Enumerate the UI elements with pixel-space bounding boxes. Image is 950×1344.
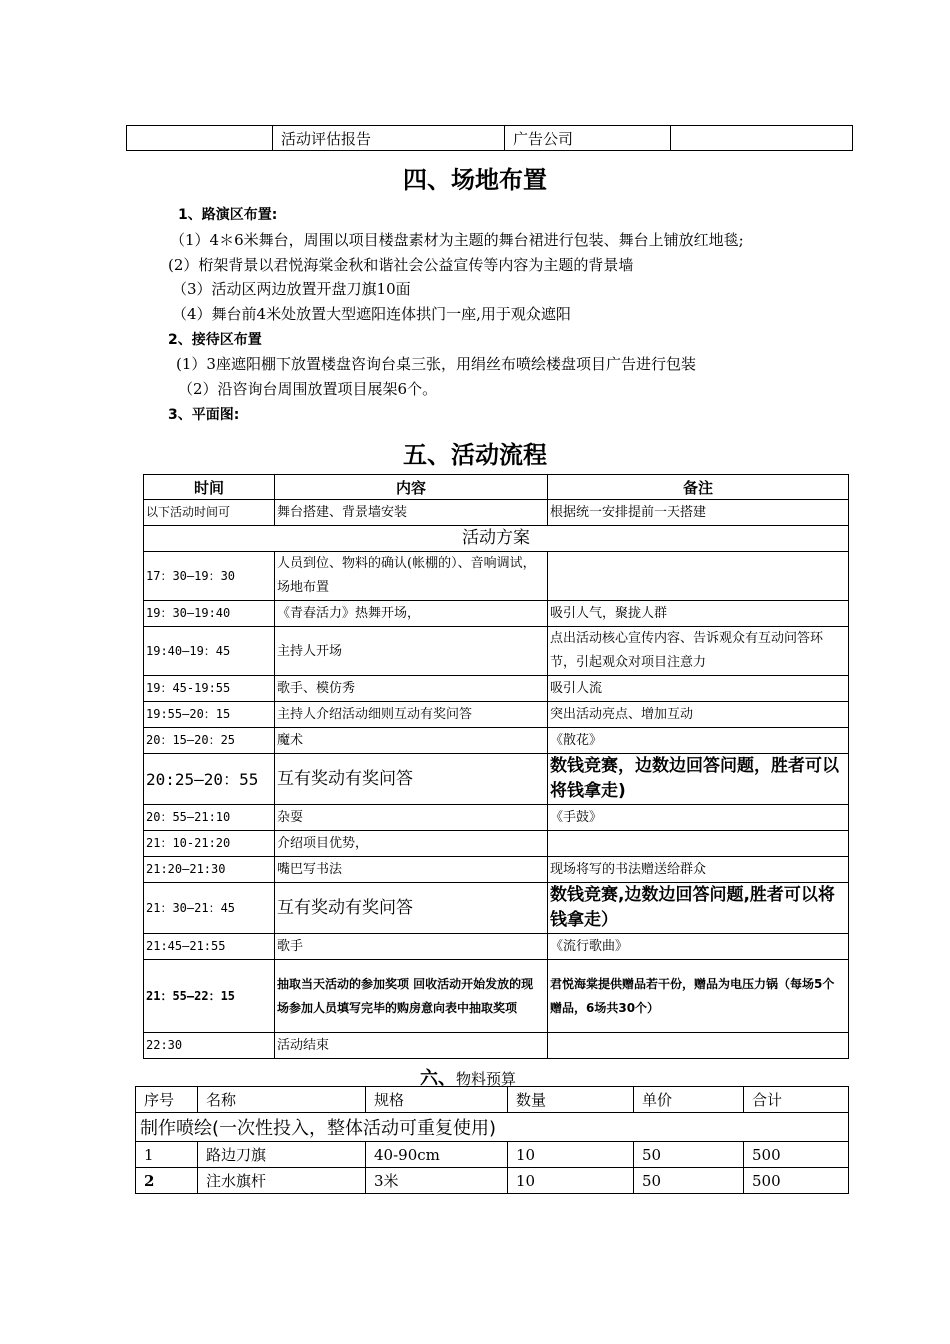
table-header-row	[136, 1087, 849, 1113]
column-header: 单价	[634, 1087, 744, 1113]
table-row	[136, 1142, 849, 1168]
time-cell: 21:45—21:55	[144, 934, 275, 960]
content-cell: 嘴巴写书法	[275, 857, 548, 883]
column-header: 时间	[144, 475, 275, 500]
table-row	[144, 601, 849, 627]
note-cell: 现场将写的书法赠送给群众	[548, 857, 849, 883]
time-cell: 22:30	[144, 1033, 275, 1059]
time-cell: 21：30—21：45	[144, 883, 275, 934]
note-cell: 数钱竞赛,边数边回答问题,胜者可以将钱拿走）	[548, 883, 849, 934]
column-header: 合计	[744, 1087, 849, 1113]
table-row	[144, 831, 849, 857]
section6-title-text: 物料预算	[456, 1070, 517, 1088]
section4-item: （2）沿咨询台周围放置项目展架6个。	[178, 380, 438, 398]
note-cell: 突出活动亮点、增加互动	[548, 702, 849, 728]
table-row	[144, 883, 849, 934]
section4-item: （1）4＊6米舞台，周围以项目楼盘素材为主题的舞台裙进行包装、舞台上铺放红地毯;	[170, 231, 744, 249]
column-header: 数量	[508, 1087, 634, 1113]
table-cell: 3米	[366, 1168, 508, 1194]
table-row	[136, 1168, 849, 1194]
time-cell: 19：30—19:40	[144, 601, 275, 627]
note-cell	[548, 552, 849, 601]
section4-item: （4）舞台前4米处放置大型遮阳连体拱门一座,用于观众遮阳	[172, 305, 571, 323]
content-cell: 歌手、模仿秀	[275, 676, 548, 702]
table-row	[144, 754, 849, 805]
note-cell	[548, 831, 849, 857]
content-cell: 介绍项目优势，	[275, 831, 548, 857]
note-cell: 《流行歌曲》	[548, 934, 849, 960]
time-cell: 20:25—20：55	[144, 754, 275, 805]
content-cell: 抽取当天活动的参加奖项 回收活动开始发放的现场参加人员填写完毕的购房意向表中抽取奖项	[275, 960, 548, 1033]
section4-item: （3）活动区两边放置开盘刀旗10面	[172, 280, 411, 298]
table-cell: 活动评估报告	[273, 126, 505, 151]
table-row	[144, 702, 849, 728]
note-cell: 《手鼓》	[548, 805, 849, 831]
section4-item: (1）3座遮阳棚下放置楼盘咨询台桌三张，用绢丝布喷绘楼盘项目广告进行包装	[176, 355, 696, 373]
table-row	[144, 805, 849, 831]
content-cell: 魔术	[275, 728, 548, 754]
section5-title: 五、活动流程	[403, 441, 547, 469]
budget-table	[135, 1086, 849, 1194]
table-cell: 500	[744, 1142, 849, 1168]
evaluation-table	[126, 125, 853, 151]
time-cell: 以下活动时间可	[144, 500, 275, 526]
note-cell: 吸引人流	[548, 676, 849, 702]
note-cell: 数钱竞赛，边数边回答问题，胜者可以将钱拿走)	[548, 754, 849, 805]
time-cell: 21：10-21:20	[144, 831, 275, 857]
content-cell: 活动结束	[275, 1033, 548, 1059]
table-row	[144, 728, 849, 754]
note-cell: 吸引人气，聚拢人群	[548, 601, 849, 627]
table-row	[144, 552, 849, 601]
plan-label: 活动方案	[144, 526, 849, 552]
table-cell: 500	[744, 1168, 849, 1194]
column-header: 序号	[136, 1087, 198, 1113]
table-row	[144, 960, 849, 1033]
column-header: 内容	[275, 475, 548, 500]
table-cell: 2	[136, 1168, 198, 1194]
content-cell: 歌手	[275, 934, 548, 960]
table-row	[144, 934, 849, 960]
schedule-table	[143, 474, 849, 1059]
time-cell: 21:20—21:30	[144, 857, 275, 883]
note-cell: 点出活动核心宣传内容、告诉观众有互动问答环节，引起观众对项目注意力	[548, 627, 849, 676]
table-header-row	[144, 475, 849, 500]
table-cell: 10	[508, 1168, 634, 1194]
section6-title-number: 六、	[420, 1068, 456, 1089]
section4-item: 2、接待区布置	[168, 332, 262, 348]
table-row	[144, 627, 849, 676]
content-cell: 主持人开场	[275, 627, 548, 676]
column-header: 备注	[548, 475, 849, 500]
table-row	[127, 126, 853, 151]
content-cell: 互有奖动有奖问答	[275, 883, 548, 934]
table-row	[144, 500, 849, 526]
time-cell: 20：15—20：25	[144, 728, 275, 754]
time-cell: 19:55—20：15	[144, 702, 275, 728]
table-cell: 50	[634, 1168, 744, 1194]
table-row	[144, 857, 849, 883]
note-cell: 君悦海棠提供赠品若干份，赠品为电压力锅（每场5个赠品，6场共30个）	[548, 960, 849, 1033]
table-cell: 40-90cm	[366, 1142, 508, 1168]
table-cell	[671, 126, 853, 151]
group-label: 制作喷绘(一次性投入，整体活动可重复使用)	[136, 1113, 849, 1142]
table-row	[144, 526, 849, 552]
content-cell: 《青春活力》热舞开场，	[275, 601, 548, 627]
time-cell: 17：30—19：30	[144, 552, 275, 601]
note-cell: 《散花》	[548, 728, 849, 754]
time-cell: 20：55—21:10	[144, 805, 275, 831]
table-cell: 路边刀旗	[198, 1142, 366, 1168]
section4-item: 3、平面图:	[168, 407, 240, 423]
table-cell: 1	[136, 1142, 198, 1168]
section4-title: 四、场地布置	[403, 166, 547, 194]
time-cell: 19：45-19:55	[144, 676, 275, 702]
content-cell: 人员到位、物料的确认(帐棚的）、音响调试，场地布置	[275, 552, 548, 601]
table-cell	[127, 126, 273, 151]
table-cell: 10	[508, 1142, 634, 1168]
note-cell	[548, 1033, 849, 1059]
content-cell: 互有奖动有奖问答	[275, 754, 548, 805]
table-row	[144, 1033, 849, 1059]
time-cell: 21：55—22：15	[144, 960, 275, 1033]
content-cell: 舞台搭建、背景墙安装	[275, 500, 548, 526]
table-cell: 注水旗杆	[198, 1168, 366, 1194]
time-cell: 19:40—19：45	[144, 627, 275, 676]
column-header: 名称	[198, 1087, 366, 1113]
section4-item: 1、路演区布置:	[178, 207, 278, 223]
content-cell: 杂耍	[275, 805, 548, 831]
table-cell: 50	[634, 1142, 744, 1168]
column-header: 规格	[366, 1087, 508, 1113]
table-row	[136, 1113, 849, 1142]
section4-item: (2）桁架背景以君悦海棠金秋和谐社会公益宣传等内容为主题的背景墙	[168, 256, 634, 274]
note-cell: 根据统一安排提前一天搭建	[548, 500, 849, 526]
table-row	[144, 676, 849, 702]
content-cell: 主持人介绍活动细则互动有奖问答	[275, 702, 548, 728]
table-cell: 广告公司	[505, 126, 671, 151]
